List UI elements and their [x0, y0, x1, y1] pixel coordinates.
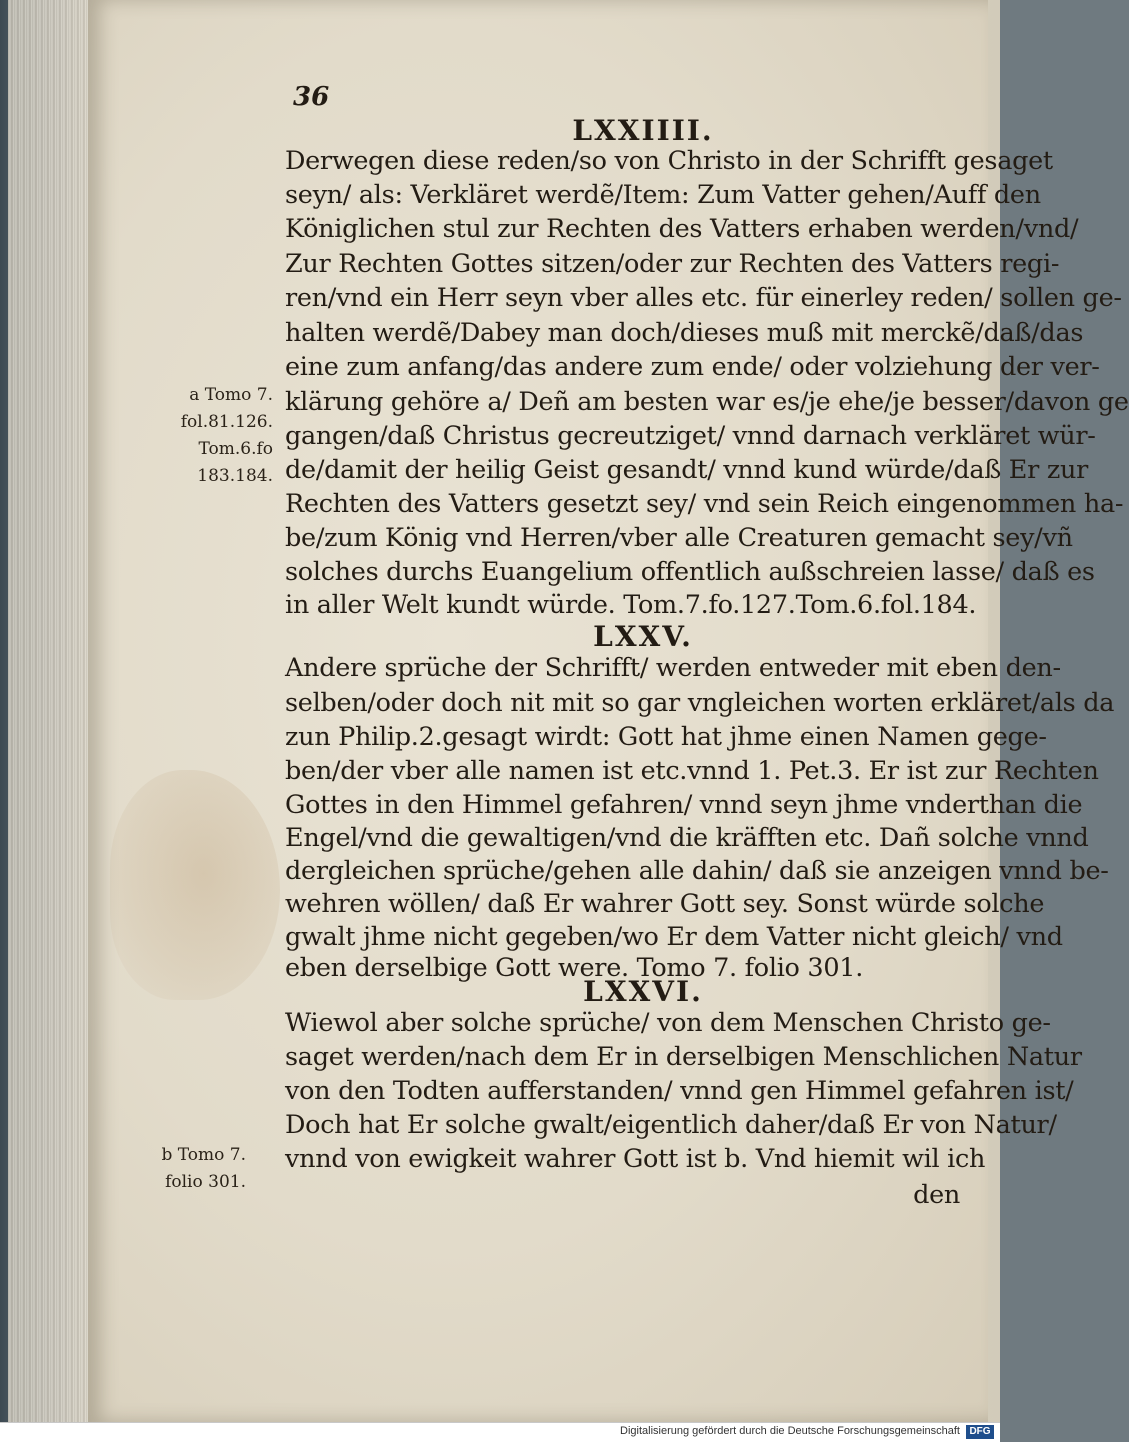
text-line: eben derselbige Gott were. Tomo 7. folio 301.: [285, 953, 863, 983]
text-line: wehren wöllen/ daß Er wahrer Gott sey. Sonst würde solche: [285, 889, 1045, 919]
text-line: seyn/ als: Verkläret werdẽ/Item: Zum Vatter gehen/Auff den: [285, 180, 1041, 210]
footer-credit: Digitalisierung gefördert durch die Deutsche Forschungsgemeinschaft: [620, 1425, 960, 1437]
text-line: Engel/vnd die gewaltigen/vnd die kräfften etc. Dañ solche vnnd: [285, 823, 1089, 853]
text-line: ben/der vber alle namen ist etc.vnnd 1. Pet.3. Er ist zur Rechten: [285, 756, 1099, 786]
page-number: 36: [293, 82, 330, 112]
text-line: solches durchs Euangelium offentlich außschreien lasse/ daß es: [285, 557, 1095, 587]
text-line: gwalt jhme nicht gegeben/wo Er dem Vatter nicht gleich/ vnd: [285, 922, 1063, 952]
dfg-logo: DFG: [966, 1425, 994, 1439]
text-line: in aller Welt kundt würde. Tom.7.fo.127.Tom.6.fol.184.: [285, 590, 977, 620]
margin-note-line: b Tomo 7.: [161, 1145, 246, 1165]
text-line: halten werdẽ/Dabey man doch/dieses muß mit merckẽ/daß/das: [285, 318, 1084, 348]
margin-note-line: 183.184.: [197, 466, 273, 486]
book-page-edges: [8, 0, 88, 1422]
text-line: Andere sprüche der Schrifft/ werden entweder mit eben den-: [285, 653, 1061, 683]
text-line: Königlichen stul zur Rechten des Vatters erhaben werden/vnd/: [285, 214, 1079, 244]
margin-note-b: [146, 1142, 246, 1196]
text-line: Doch hat Er solche gwalt/eigentlich daher/daß Er von Natur/: [285, 1110, 1057, 1140]
text-line: de/damit der heilig Geist gesandt/ vnnd kund würde/daß Er zur: [285, 455, 1088, 485]
text-line: gangen/daß Christus gecreutziget/ vnnd darnach verkläret wür-: [285, 421, 1096, 451]
text-line: Derwegen diese reden/so von Christo in der Schrifft gesaget: [285, 146, 1053, 176]
section-heading: LXXVI.: [583, 975, 703, 1008]
text-line: ren/vnd ein Herr seyn vber alles etc. für einerley reden/ sollen ge-: [285, 283, 1122, 313]
text-line: be/zum König vnd Herren/vber alle Creaturen gemacht sey/vñ: [285, 523, 1073, 553]
section-heading: LXXV.: [593, 620, 693, 653]
text-line: zun Philip.2.gesagt wirdt: Gott hat jhme einen Namen gege-: [285, 722, 1047, 752]
margin-note-line: a Tomo 7.: [189, 385, 273, 405]
margin-note-line: folio 301.: [165, 1172, 246, 1192]
text-line: Wiewol aber solche sprüche/ von dem Menschen Christo ge-: [285, 1008, 1051, 1038]
section-heading: LXXIIII.: [572, 114, 714, 147]
water-stain: [110, 770, 280, 1000]
text-line: klärung gehöre a/ Deñ am besten war es/je ehe/je besser/davon ge: [285, 387, 1129, 417]
text-line: Rechten des Vatters gesetzt sey/ vnd sein Reich eingenommen ha-: [285, 489, 1124, 519]
text-line: von den Todten aufferstanden/ vnnd gen Himmel gefahren ist/: [285, 1076, 1074, 1106]
text-line: saget werden/nach dem Er in derselbigen Menschlichen Natur: [285, 1042, 1082, 1072]
margin-note-line: fol.81.126.: [180, 412, 273, 432]
text-line: Gottes in den Himmel gefahren/ vnnd seyn jhme vnderthan die: [285, 790, 1083, 820]
margin-note-a: [173, 382, 273, 490]
text-line: vnnd von ewigkeit wahrer Gott ist b. Vnd hiemit wil ich: [285, 1144, 986, 1174]
text-line: Zur Rechten Gottes sitzen/oder zur Rechten des Vatters regi-: [285, 249, 1060, 279]
catchword: den: [913, 1180, 960, 1210]
text-line: dergleichen sprüche/gehen alle dahin/ daß sie anzeigen vnnd be-: [285, 856, 1109, 886]
footer-bar: [0, 1422, 1000, 1442]
text-line: eine zum anfang/das andere zum ende/ oder volziehung der ver-: [285, 352, 1100, 382]
text-line: selben/oder doch nit mit so gar vngleichen worten erkläret/als da: [285, 688, 1115, 718]
margin-note-line: Tom.6.fo: [198, 439, 273, 459]
